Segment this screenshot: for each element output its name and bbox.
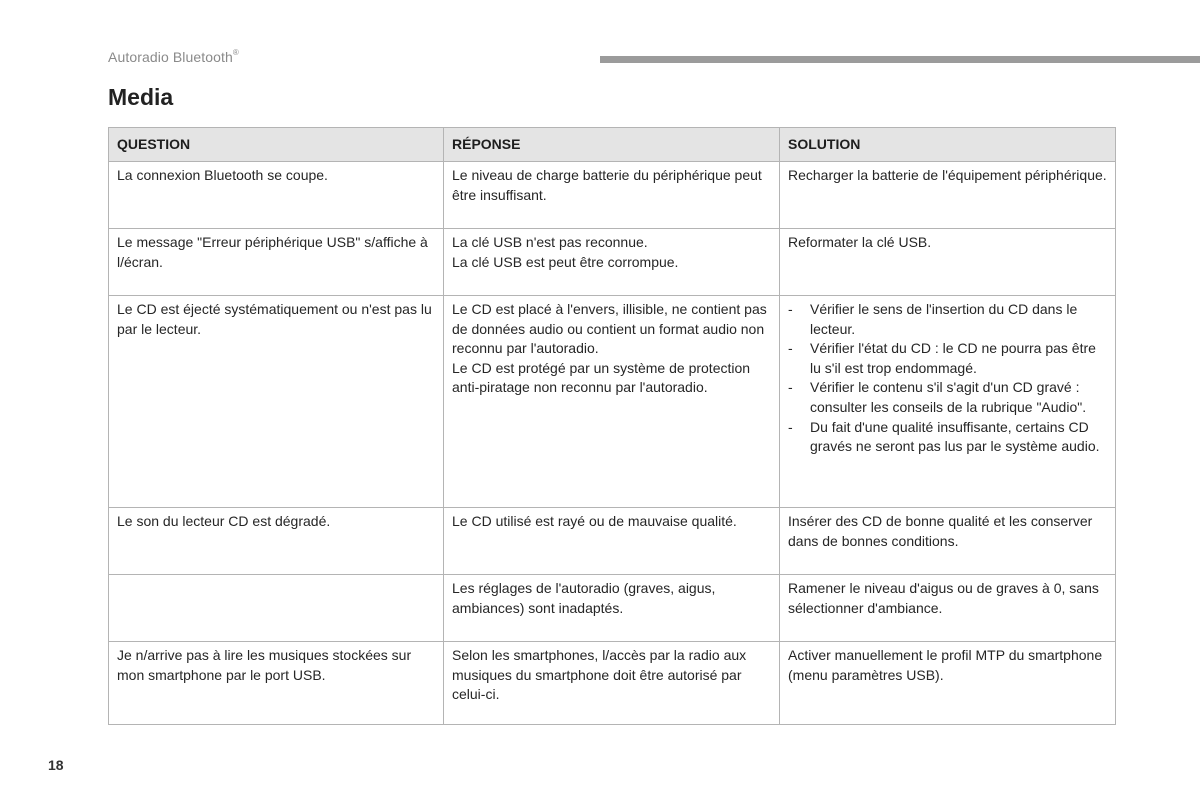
question-cell: Le son du lecteur CD est dégradé. (109, 508, 444, 575)
header-bar (600, 56, 1200, 63)
solution-list-item (788, 339, 1107, 378)
question-cell: Je n/arrive pas à lire les musiques stockées sur mon smartphone par le port USB. (109, 642, 444, 725)
table-row (109, 575, 1116, 642)
solution-item-text: Vérifier le sens de l'insertion du CD dans le lecteur. (810, 301, 1078, 337)
solution-cell: Recharger la batterie de l'équipement périphérique. (780, 162, 1116, 229)
running-header-text: Autoradio Bluetooth (108, 49, 233, 65)
solution-item-text: Du fait d'une qualité insuffisante, certains CD gravés ne seront pas lus par le système audio. (810, 418, 1100, 455)
dash-bullet: - (788, 340, 793, 357)
troubleshooting-table (108, 127, 1116, 725)
answer-cell: Le niveau de charge batterie du périphérique peut être insuffisant. (444, 162, 780, 229)
question-cell: La connexion Bluetooth se coupe. (109, 162, 444, 229)
question-cell: Le message "Erreur périphérique USB" s/affiche à l/écran. (109, 229, 444, 296)
column-header-solution: SOLUTION (780, 128, 1116, 162)
registered-mark: ® (232, 48, 239, 58)
answer-line: La clé USB est peut être corrompue. (452, 253, 679, 270)
solution-item-text: Vérifier l'état du CD : le CD ne pourra pas être lu s'il est trop endommagé. (810, 340, 1096, 376)
table-row (109, 162, 1116, 229)
solution-item-text: Vérifier le contenu s'il s'agit d'un CD gravé : consulter les conseils de la rubrique "Audio". (810, 379, 1087, 415)
solution-cell (780, 296, 1116, 508)
column-header-answer: RÉPONSE (444, 128, 780, 162)
column-header-question: QUESTION (109, 128, 444, 162)
page-title: Media (108, 84, 174, 110)
table-row (109, 642, 1116, 725)
answer-cell: Les réglages de l'autoradio (graves, aigus, ambiances) sont inadaptés. (444, 575, 780, 642)
answer-cell: Le CD utilisé est rayé ou de mauvaise qualité. (444, 508, 780, 575)
running-header (108, 49, 239, 65)
solution-cell: Activer manuellement le profil MTP du smartphone (menu paramètres USB). (780, 642, 1116, 725)
page-number: 18 (48, 757, 64, 773)
solution-list-item (788, 378, 1107, 417)
solution-cell: Insérer des CD de bonne qualité et les conserver dans de bonnes conditions. (780, 508, 1116, 575)
solution-list-item (788, 300, 1107, 339)
answer-cell (444, 229, 780, 296)
answer-line: Le CD est protégé par un système de protection anti-piratage non reconnu par l'autoradio. (452, 359, 751, 396)
answer-line: Le CD est placé à l'envers, illisible, ne contient pas de données audio ou contient un format audio non reconnu par l'autoradio. (452, 301, 767, 357)
solution-cell: Reformater la clé USB. (780, 229, 1116, 296)
dash-bullet: - (788, 301, 793, 317)
question-cell-empty (109, 575, 444, 642)
dash-bullet: - (788, 379, 793, 396)
dash-bullet: - (788, 418, 793, 435)
answer-cell (444, 296, 780, 508)
question-cell: Le CD est éjecté systématiquement ou n'est pas lu par le lecteur. (109, 296, 444, 508)
answer-line: La clé USB n'est pas reconnue. (452, 234, 648, 250)
solution-list-item (788, 418, 1107, 457)
table-row (109, 296, 1116, 508)
table-row (109, 229, 1116, 296)
solution-list (788, 300, 1107, 457)
table-row (109, 508, 1116, 575)
table-header-row (109, 128, 1116, 162)
solution-cell: Ramener le niveau d'aigus ou de graves à 0, sans sélectionner d'ambiance. (780, 575, 1116, 642)
answer-cell: Selon les smartphones, l/accès par la radio aux musiques du smartphone doit être autorisé par celui-ci. (444, 642, 780, 725)
